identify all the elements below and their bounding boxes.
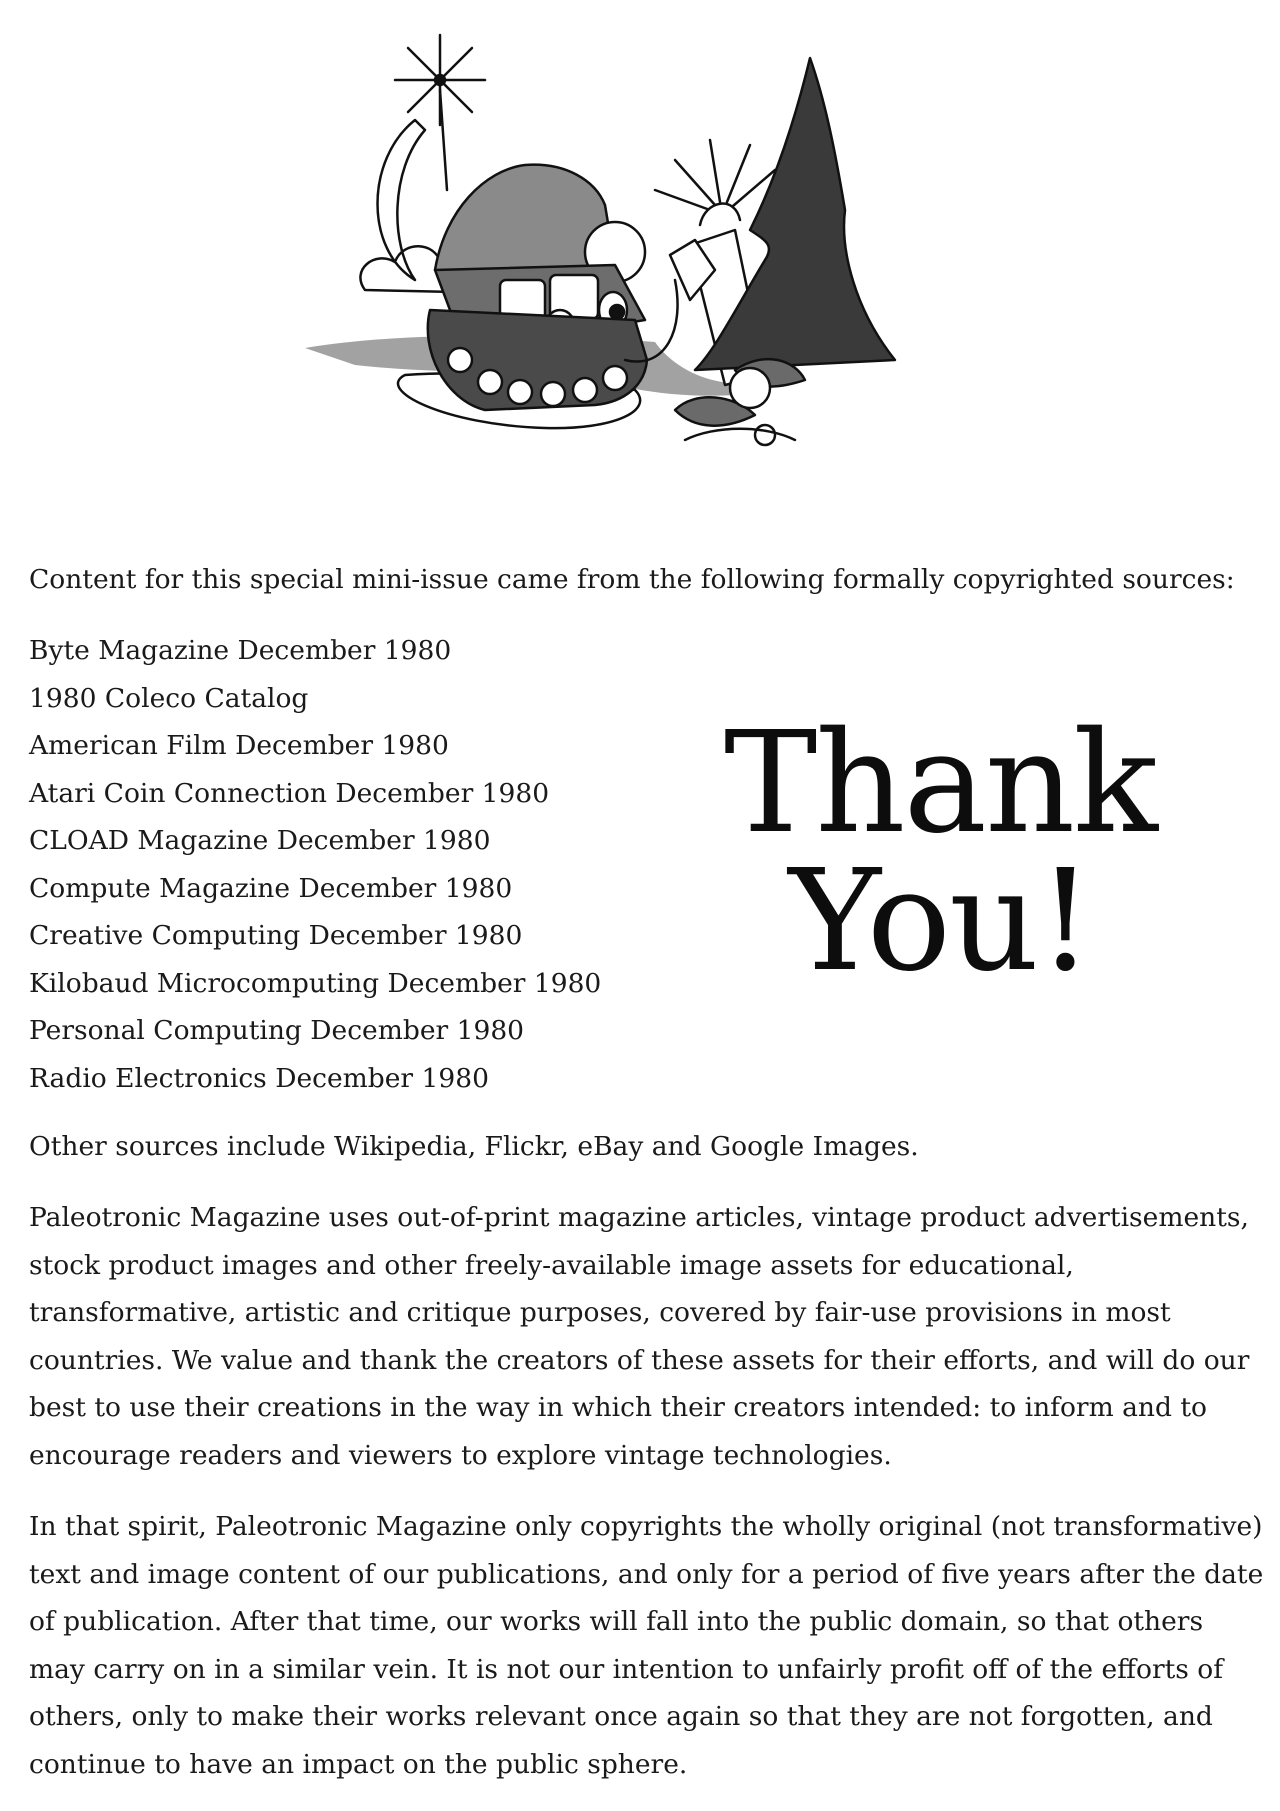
list-item: Atari Coin Connection December 1980 <box>29 777 550 809</box>
list-item: 1980 Coleco Catalog <box>29 682 309 714</box>
copyright-paragraph: In that spirit, Paleotronic Magazine only copyrights the wholly original (not transformative) text and image content of our publications, and only for a period of five years after the date of publication. After that time, our works will fall into the public domain, so that others may carry on in a similar vein. It is not our intention to unfairly profit off of the efforts of others, only to make their works relevant once again so that they are not forgotten, and continue to have an impact on the public sphere. <box>29 1511 1264 1780</box>
list-item: Creative Computing December 1980 <box>29 920 523 951</box>
candle-glow-icon <box>655 140 775 225</box>
thank-you-heading <box>700 702 1180 1003</box>
fair-use-paragraph: Paleotronic Magazine uses out-of-print magazine articles, vintage product advertisements, stock product images and other freely-available image assets for educational, transformative, artistic and critique purposes, covered by fair-use provisions in most countries. We value and thank the creators of these assets for their efforts, and will do our best to use their creations in the way in which their creators intended: to inform and to encourage readers and viewers to explore vintage technologies. <box>29 1202 1250 1471</box>
list-item: American Film December 1980 <box>29 730 449 761</box>
christmas-robot-illustration <box>295 30 1000 530</box>
list-item: Kilobaud Microcomputing December 1980 <box>29 967 602 999</box>
moon-icon <box>378 120 426 280</box>
sources-list <box>29 627 601 1102</box>
list-item: Radio Electronics December 1980 <box>29 1062 489 1094</box>
list-item: Compute Magazine December 1980 <box>29 872 513 904</box>
other-sources-text: Other sources include Wikipedia, Flickr, eBay and Google Images. <box>29 1131 919 1162</box>
intro-text: Content for this special mini-issue came from the following formally copyrighted sources: <box>29 564 1235 595</box>
list-item: CLOAD Magazine December 1980 <box>29 825 491 856</box>
thank-you-line-1: Thank <box>723 702 1156 865</box>
antenna <box>440 90 447 190</box>
ornament <box>730 368 770 408</box>
star-icon <box>395 35 485 125</box>
list-item: Byte Magazine December 1980 <box>29 635 452 666</box>
thank-you-line-2: You! <box>788 840 1092 1003</box>
list-item: Personal Computing December 1980 <box>29 1015 525 1046</box>
